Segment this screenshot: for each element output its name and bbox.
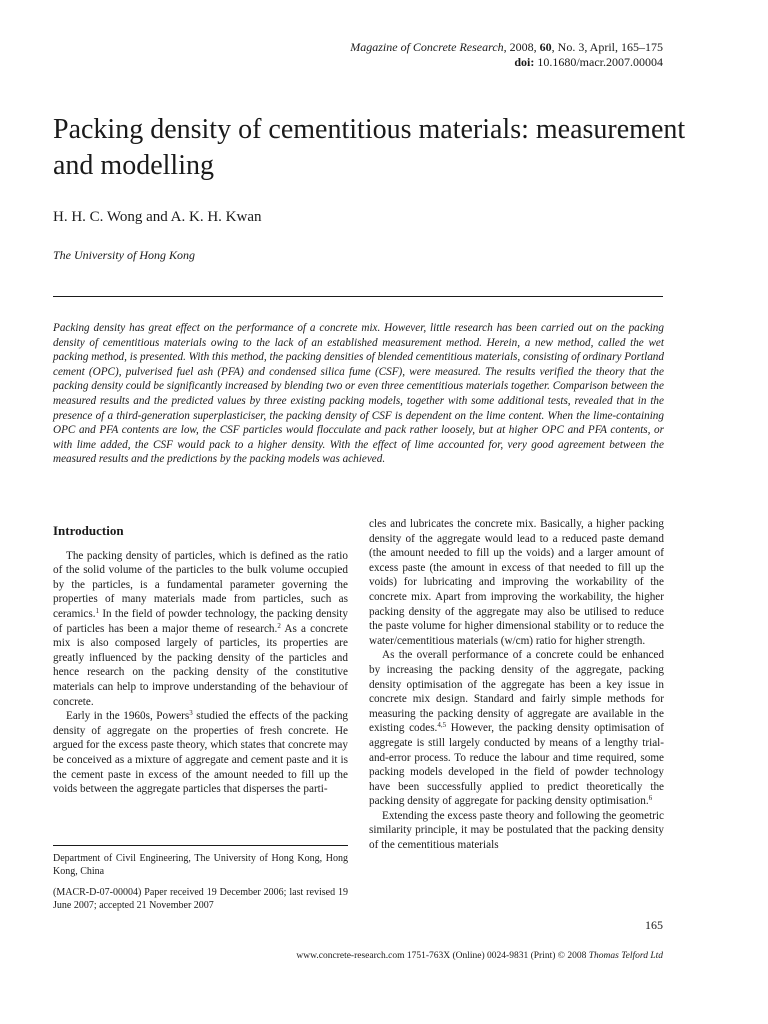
intro-paragraph-1: [53, 549, 348, 710]
journal-citation: [350, 40, 663, 70]
reference-6: 6: [648, 794, 653, 803]
page-footer: [296, 951, 663, 961]
header-divider: [53, 296, 663, 297]
journal-line: Magazine of Concrete Research, 2008, 60, No. 3, April, 165–175: [350, 40, 663, 54]
doi-value: 10.1680/macr.2007.00004: [537, 55, 663, 69]
section-heading-introduction: Introduction: [53, 523, 124, 538]
footnote-department: Department of Civil Engineering, The University of Hong Kong, Hong Kong, China: [53, 853, 348, 877]
paper-title: Packing density of cementitious materials: measurement and modelling: [53, 114, 686, 181]
reference-2: 2: [277, 621, 281, 630]
reference-1: 1: [95, 606, 100, 615]
footer-publisher: Thomas Telford Ltd: [588, 951, 663, 961]
intro-paragraph-3: [369, 648, 664, 809]
journal-name: Magazine of Concrete Research: [350, 40, 504, 54]
abstract: Packing density has great effect on the performance of a concrete mix. However, little research has been carried out on the packing density of cementitious materials owing to the lack of an established measurement method. Herein, a new method, called the wet packing method, is presented. With this method, the packing densities of blended cementitious materials, consisting of ordinary Portland cement (OPC), pulverised fuel ash (PFA) and condensed silica fume (CSF), were measured. The results verified the theory that the packing density could be significantly increased by blending two or even three cementitious materials together. Comparison between the measured results and the predicted values by three existing packing models, together with some additional tests, revealed that in the presence of a third-generation superplasticiser, the packing density of CSF is dependent on the lime content. When the lime-containing OPC and PFA contents are low, the CSF particles would flocculate and pack rather loosely, but at higher OPC and PFA contents, or with lime added, the CSF would pack to a higher density. With the effect of lime accounted for, very good agreement between the measured results and the predictions by the packing models was achieved.: [53, 322, 664, 466]
authors: H. H. C. Wong and A. K. H. Kwan: [53, 209, 262, 225]
intro-paragraph-2-cont: cles and lubricates the concrete mix. Basically, a higher packing density of the aggregate would lead to a reduced paste demand (the amount needed to fill up the voids) and a larger amount of excess paste (the amount in excess of that needed to fill up the voids) for lubricating and improving the workability of the concrete mix. Apart from improving the workability, the higher packing density of the aggregate may also be utilised to reduce the paste volume for higher dimensional stability or to reduce the water/cementitious materials (w/cm) ratio for higher strength.: [369, 518, 664, 647]
doi-line: [350, 55, 663, 70]
affiliation: The University of Hong Kong: [53, 248, 195, 262]
intro-paragraph-4: Extending the excess paste theory and following the geometric similarity principle, it may be postulated that the packing density of the cementitious materials: [369, 809, 664, 852]
text-run: studied the effects of the packing density of aggregate on the properties of fresh concrete. He argued for the excess paste theory, which states that concrete may be conceived as a mixture of aggregate and cement paste and it is the cement paste in excess of the amount needed to fill up the voids between the aggregate particles that disperses the parti-: [53, 710, 349, 796]
footer-text: www.concrete-research.com 1751-763X (Online) 0024-9831 (Print) © 2008: [296, 951, 589, 961]
intro-paragraph-2: [53, 709, 348, 797]
journal-volume: 60: [539, 40, 552, 54]
footnote-divider: [53, 845, 348, 846]
right-column: [369, 517, 664, 853]
footnote-received: (MACR-D-07-00004) Paper received 19 December 2006; last revised 19 June 2007; accepted 21 November 2007: [53, 887, 348, 911]
reference-3: 3: [189, 709, 193, 718]
text-run: However, the packing density optimisation of aggregate is still largely conducted by means of a lengthy trial-and-error process. To reduce the labour and time required, some packing models developed in the field of powder technology have been successfully applied to predict theoretically the packing density of aggregate for packing density optimisation.: [369, 722, 664, 808]
reference-4-5: 4,5: [437, 721, 447, 730]
page-number: 165: [645, 918, 663, 932]
text-run: The packing density of particles, which is defined as the ratio of the solid volume of the particles to the bulk volume occupied by the particles, is a fundamental parameter governing the properties of many materials made from particles, such as ceramics.: [53, 549, 348, 620]
journal-issue-pages: , No. 3, April, 165–175: [551, 40, 663, 54]
left-column: [53, 524, 348, 797]
doi-label: doi:: [514, 55, 535, 69]
text-run: In the field of powder technology, the packing density of particles has been a major theme of research.: [53, 607, 348, 635]
text-run: As a concrete mix is also composed largely of particles, its properties are greatly influenced by the packing density of the particles and hence research on the packing density of the constitutive materials can help to improve understanding of the behaviour of concrete.: [53, 622, 348, 708]
text-run: As the overall performance of a concrete could be enhanced by increasing the packing density of the aggregate, packing density optimisation of the aggregate has been a key issue in concrete mix design. Standard and fairly simple methods for measuring the packing density of aggregate are available in the existing codes.: [369, 649, 664, 735]
text-run: Early in the 1960s, Powers: [66, 710, 190, 723]
journal-year: 2008,: [509, 40, 537, 54]
